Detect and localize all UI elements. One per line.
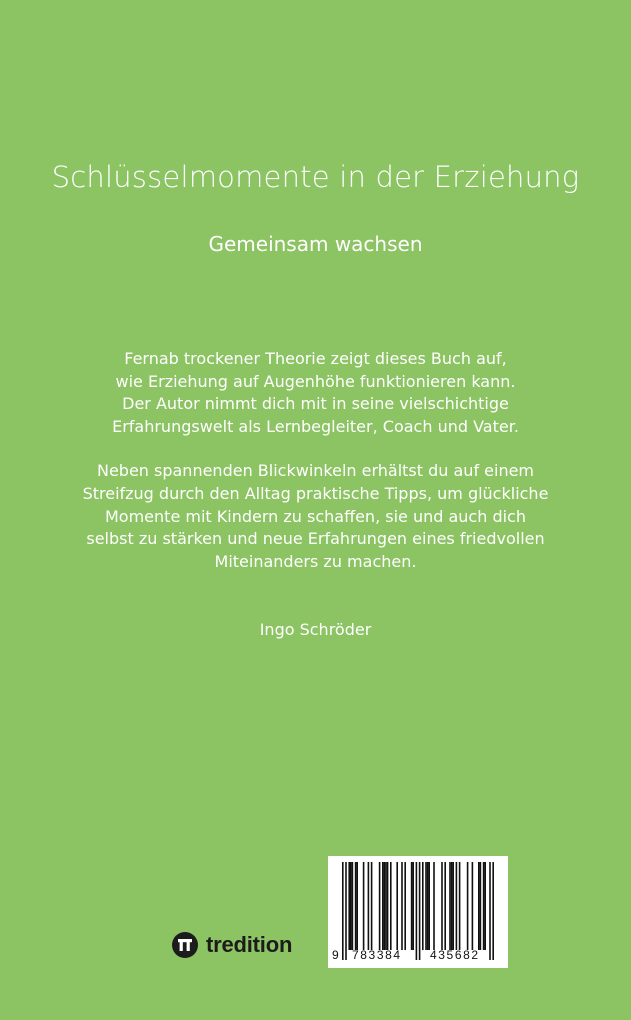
barcode-bar [352,862,354,950]
book-title: Schlüsselmomente in der Erziehung [51,160,580,194]
blurb-paragraph-2 [40,460,591,573]
barcode-bar [396,862,398,950]
barcode-bar [416,862,418,960]
barcode-bar [425,862,427,950]
barcode-bar [449,862,451,950]
barcode-bar [444,862,446,950]
blurb-line: Fernab trockener Theorie zeigt dieses Buch auf, [124,349,507,368]
tredition-logo-icon [172,932,198,958]
blurb-line: Miteinanders zu machen. [214,551,417,571]
barcode-bar [472,862,474,950]
barcode-bar [368,862,370,950]
barcode-bar [401,862,403,950]
blurb-line: Neben spannenden Blickwinkeln erhältst du auf einem [96,461,535,481]
barcode-right-digits: 435682 [430,948,480,962]
barcode-bar [355,862,357,950]
isbn-barcode [328,856,508,968]
barcode-bar [483,862,485,950]
barcode-bar [411,862,413,950]
publisher-logo [172,928,292,962]
blurb-paragraph-1 [40,348,591,438]
barcode-bar [492,862,494,960]
author-name: Ingo Schröder [259,620,372,639]
blurb-line: wie Erziehung auf Augenhöhe funktionieren kann. [115,371,516,391]
barcode-bar [478,862,480,950]
barcode-bar [385,862,387,950]
barcode-bar [356,862,358,950]
barcode-first-digit: 9 [332,948,339,962]
barcode-bar [379,862,381,950]
barcode-bar [412,862,414,950]
book-subtitle: Gemeinsam wachsen [208,232,423,256]
barcode-bar [456,862,458,950]
barcode-bar [371,862,373,950]
blurb-line: Erfahrungswelt als Lernbegleiter, Coach und Vater. [112,416,519,436]
barcode-bar [484,862,486,950]
barcode-bar [428,862,430,950]
barcode-bar [480,862,482,950]
barcode-bar [489,862,491,960]
barcode-bar [433,862,435,950]
publisher-name: tredition [206,932,293,957]
barcode-bar [350,862,352,950]
barcode-bar [382,862,384,950]
barcode-bar [419,862,421,960]
barcode-bar [384,862,386,950]
barcode-bar [363,862,365,950]
barcode-bar [390,862,392,950]
barcode-bar [441,862,443,950]
barcode-bar [387,862,389,950]
barcode-bar [348,862,350,950]
barcode-bar [467,862,469,950]
blurb-line: Der Autor nimmt dich mit in seine vielschichtige [122,394,509,414]
blurb-line: Streifzug durch den Alltag praktische Tipps, um glückliche [82,483,549,503]
blurb-line: selbst zu stärken und neue Erfahrungen eines friedvollen [86,529,545,549]
barcode-bar [451,862,453,950]
barcode-bar [342,862,344,960]
barcode-bar [422,862,424,950]
barcode-bar [452,862,454,950]
blurb-line: Momente mit Kindern zu schaffen, sie und auch dich [105,506,526,526]
barcode-bar [345,862,347,960]
barcode-left-digits: 783384 [352,948,402,962]
barcode-bar [404,862,406,950]
barcode-bar [427,862,429,950]
back-cover-blurb [40,348,591,595]
barcode-bar [459,862,461,950]
